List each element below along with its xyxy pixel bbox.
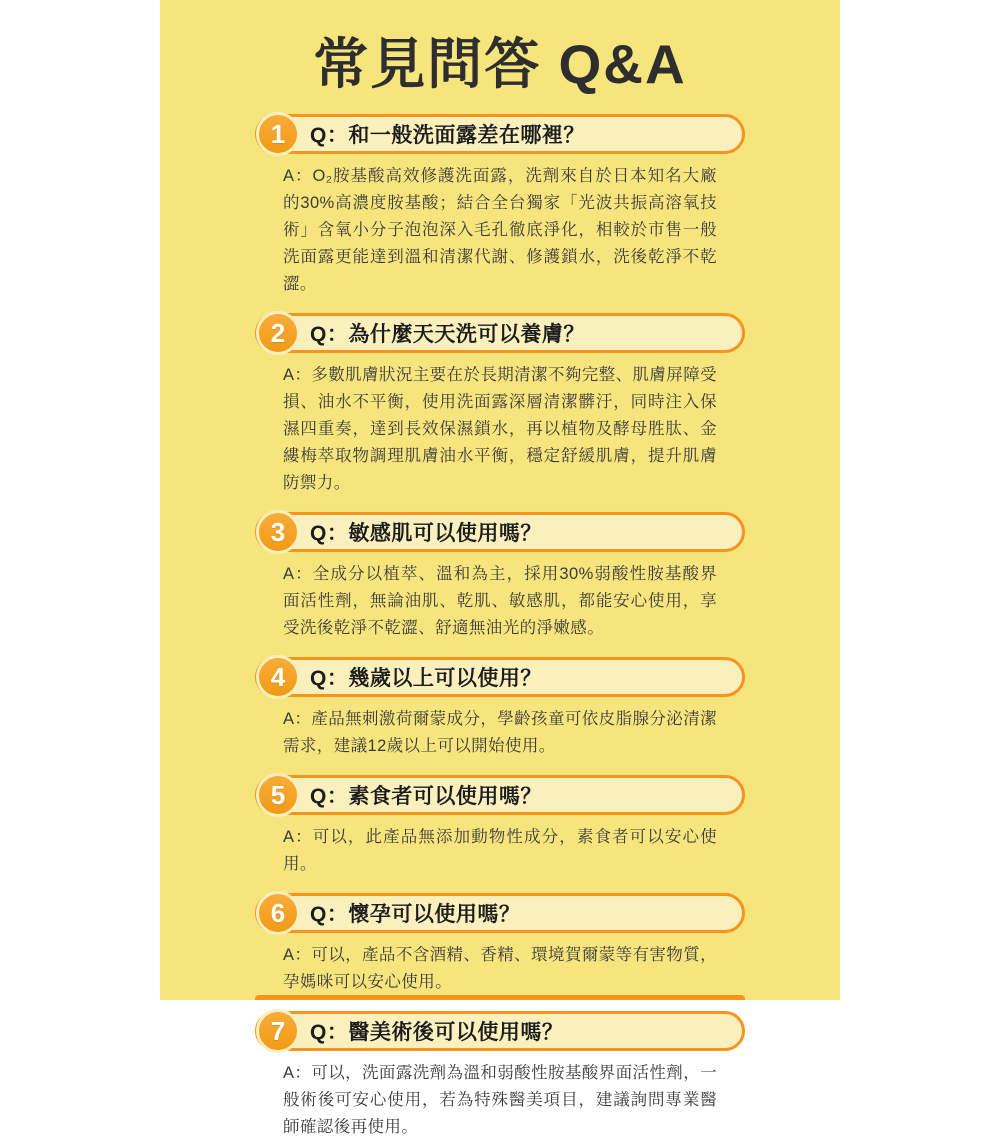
question-number-badge: 5 [256,773,300,817]
question-text: Q：素食者可以使用嗎？ [310,785,542,808]
faq-panel [160,0,840,1136]
question-text: Q：為什麼天天洗可以養膚？ [310,323,585,346]
question-text: Q：醫美術後可以使用嗎？ [310,1021,564,1044]
answer-text: A：產品無刺激荷爾蒙成分，學齡孩童可依皮脂腺分泌清潔需求，建議12歲以上可以開始使用。 [283,710,717,755]
question-number-badge: 7 [256,1009,300,1053]
question-number-badge: 6 [256,891,300,935]
question-number-badge: 4 [256,655,300,699]
question-number-badge: 2 [256,311,300,355]
next-section-peek-bar [255,995,745,1000]
answer-text: A：多數肌膚狀況主要在於長期清潔不夠完整、肌膚屏障受損、油水不平衡，使用洗面露深層清潔髒汙，同時注入保濕四重奏，達到長效保濕鎖水，再以植物及酵母胜肽、金縷梅萃取物調理肌膚油水平衡，穩定舒緩肌膚，提升肌膚防禦力。 [283,366,717,492]
qa-section-5 [255,775,745,878]
qa-section-7 [255,1011,745,1141]
qa-section-2 [255,313,745,497]
page-title: 常見問答 Q&A [313,33,687,95]
question-number-badge: 3 [256,510,300,554]
answer-text: A：可以，洗面露洗劑為溫和弱酸性胺基酸界面活性劑，一般術後可安心使用，若為特殊醫美項目，建議詢問專業醫師確認後再使用。 [283,1064,717,1136]
answer-text: A：全成分以植萃、溫和為主，採用30%弱酸性胺基酸界面活性劑，無論油肌、乾肌、敏感肌，都能安心使用，享受洗後乾淨不乾澀、舒適無油光的淨嫩感。 [283,565,717,637]
question-pill [255,775,745,815]
question-pill [255,893,745,933]
question-text: Q：敏感肌可以使用嗎？ [310,522,542,545]
qa-section-3 [255,512,745,642]
qa-section-1 [255,114,745,298]
question-pill [255,1011,745,1051]
question-text: Q：幾歲以上可以使用？ [310,667,542,690]
question-text: Q：懷孕可以使用嗎？ [310,903,521,926]
question-pill [255,512,745,552]
answer-text: A：O₂胺基酸高效修護洗面露，洗劑來自於日本知名大廠的30%高濃度胺基酸；結合全台獨家「光波共振高溶氧技術」含氧小分子泡泡深入毛孔徹底淨化，相較於市售一般洗面露更能達到溫和清潔代謝、修護鎖水，洗後乾淨不乾澀。 [283,167,717,293]
answer-text: A：可以，產品不含酒精、香精、環境賀爾蒙等有害物質，孕媽咪可以安心使用。 [283,946,717,991]
qa-section-6 [255,893,745,996]
question-pill [255,313,745,353]
answer-text: A：可以，此產品無添加動物性成分，素食者可以安心使用。 [283,828,717,873]
question-number-badge: 1 [256,112,300,156]
question-pill [255,114,745,154]
qa-section-4 [255,657,745,760]
question-pill [255,657,745,697]
question-text: Q：和一般洗面露差在哪裡？ [310,124,585,147]
